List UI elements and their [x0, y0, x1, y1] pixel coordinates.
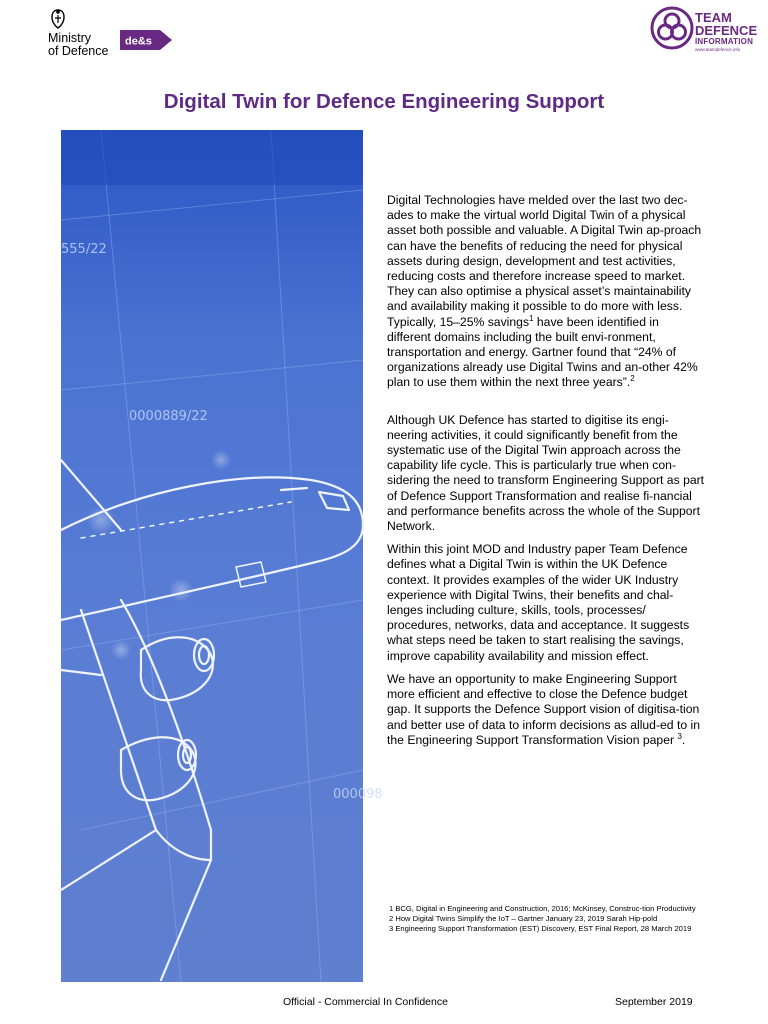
des-logo-text: de&s — [125, 35, 152, 48]
blueprint-aircraft-illustration — [61, 130, 383, 982]
blueprint-label-2: 0000889/22 — [129, 409, 208, 424]
footnotes — [389, 904, 704, 935]
blueprint-label-1: 555/22 — [61, 242, 107, 257]
des-logo — [120, 30, 172, 50]
body-paragraph-2: Although UK Defence has started to digitise its engi-neering activities, it could significantly benefit from the systematic use of the Digital Twin approach across the capability life cycle. This is particularly true when con-sidering the need to transform Engineering Support as part of Defence Support Transformation and realise fi-nancial and performance benefits across the whole of the Support Network. — [387, 412, 705, 534]
body-paragraph-4: We have an opportunity to make Engineering Support more efficient and effective to close the Defence budget gap. It supports the Defence Support vision of digitisa-tion and better use of data to inform decisions as allud-ed to in the Engineering Support Transformation Vision paper $^3$. — [387, 671, 701, 747]
footnote-3: 3 Engineering Support Transformation (EST) Discovery, EST Final Report, 28 March 2019 — [389, 924, 692, 934]
td-logo-team: TEAM — [695, 10, 732, 25]
td-logo-defence: DEFENCE — [695, 23, 758, 38]
footer-classification: Official - Commercial In Confidence — [283, 996, 448, 1008]
ministry-of-defence-logo — [48, 8, 114, 60]
royal-crest-icon — [48, 8, 68, 30]
body-paragraph-1: Digital Technologies have melded over the last two dec-ades to make the virtual world Digital Twin of a physical asset both possible and valuable. A Digital Twin ap-proach can have the benefits of reducing the need for physical assets during design, development and test activities, reducing costs and therefore increase speed to market. They can also optimise a physical asset’s maintainability and availability making it possible to do more with less. Typically, 15–25% savings$^1$ have been identified in different domains including the built envi-ronment, transportation and energy. Gartner found that “24% of organizations already use Digital Twins and an-other 42% plan to use them within the next three years”.$^2$ — [387, 193, 702, 390]
team-defence-knot-icon — [650, 6, 694, 50]
blueprint-aircraft-image — [61, 130, 383, 982]
page-title: Digital Twin for Defence Engineering Support — [163, 90, 605, 113]
footnote-2: 2 How Digital Twins Simplify the IoT – Gartner January 23, 2019 Sarah Hip-pold — [389, 914, 658, 924]
team-defence-information-logo — [650, 6, 760, 54]
blueprint-label-3: 000098 — [333, 787, 383, 802]
footnote-1: 1 BCG, Digital in Engineering and Construction, 2016; McKinsey, Construc-tion Productivity — [389, 904, 696, 913]
footer-date: September 2019 — [615, 996, 693, 1008]
td-logo-information: INFORMATION — [695, 37, 754, 46]
body-text-column — [387, 193, 705, 760]
mod-logo-text: Ministry of Defence — [48, 31, 109, 58]
body-paragraph-3: Within this joint MOD and Industry paper Team Defence defines what a Digital Twin is within the UK Defence context. It provides examples of the wider UK Industry experience with Digital Twins, their benefits and chal-lenges including culture, skills, tools, processes/ procedures, networks, data and acceptance. It suggests what steps need be taken to start realising the savings, improve capability availability and mission effect. — [387, 542, 690, 663]
td-logo-url: www.teamdefence.info — [695, 47, 741, 52]
